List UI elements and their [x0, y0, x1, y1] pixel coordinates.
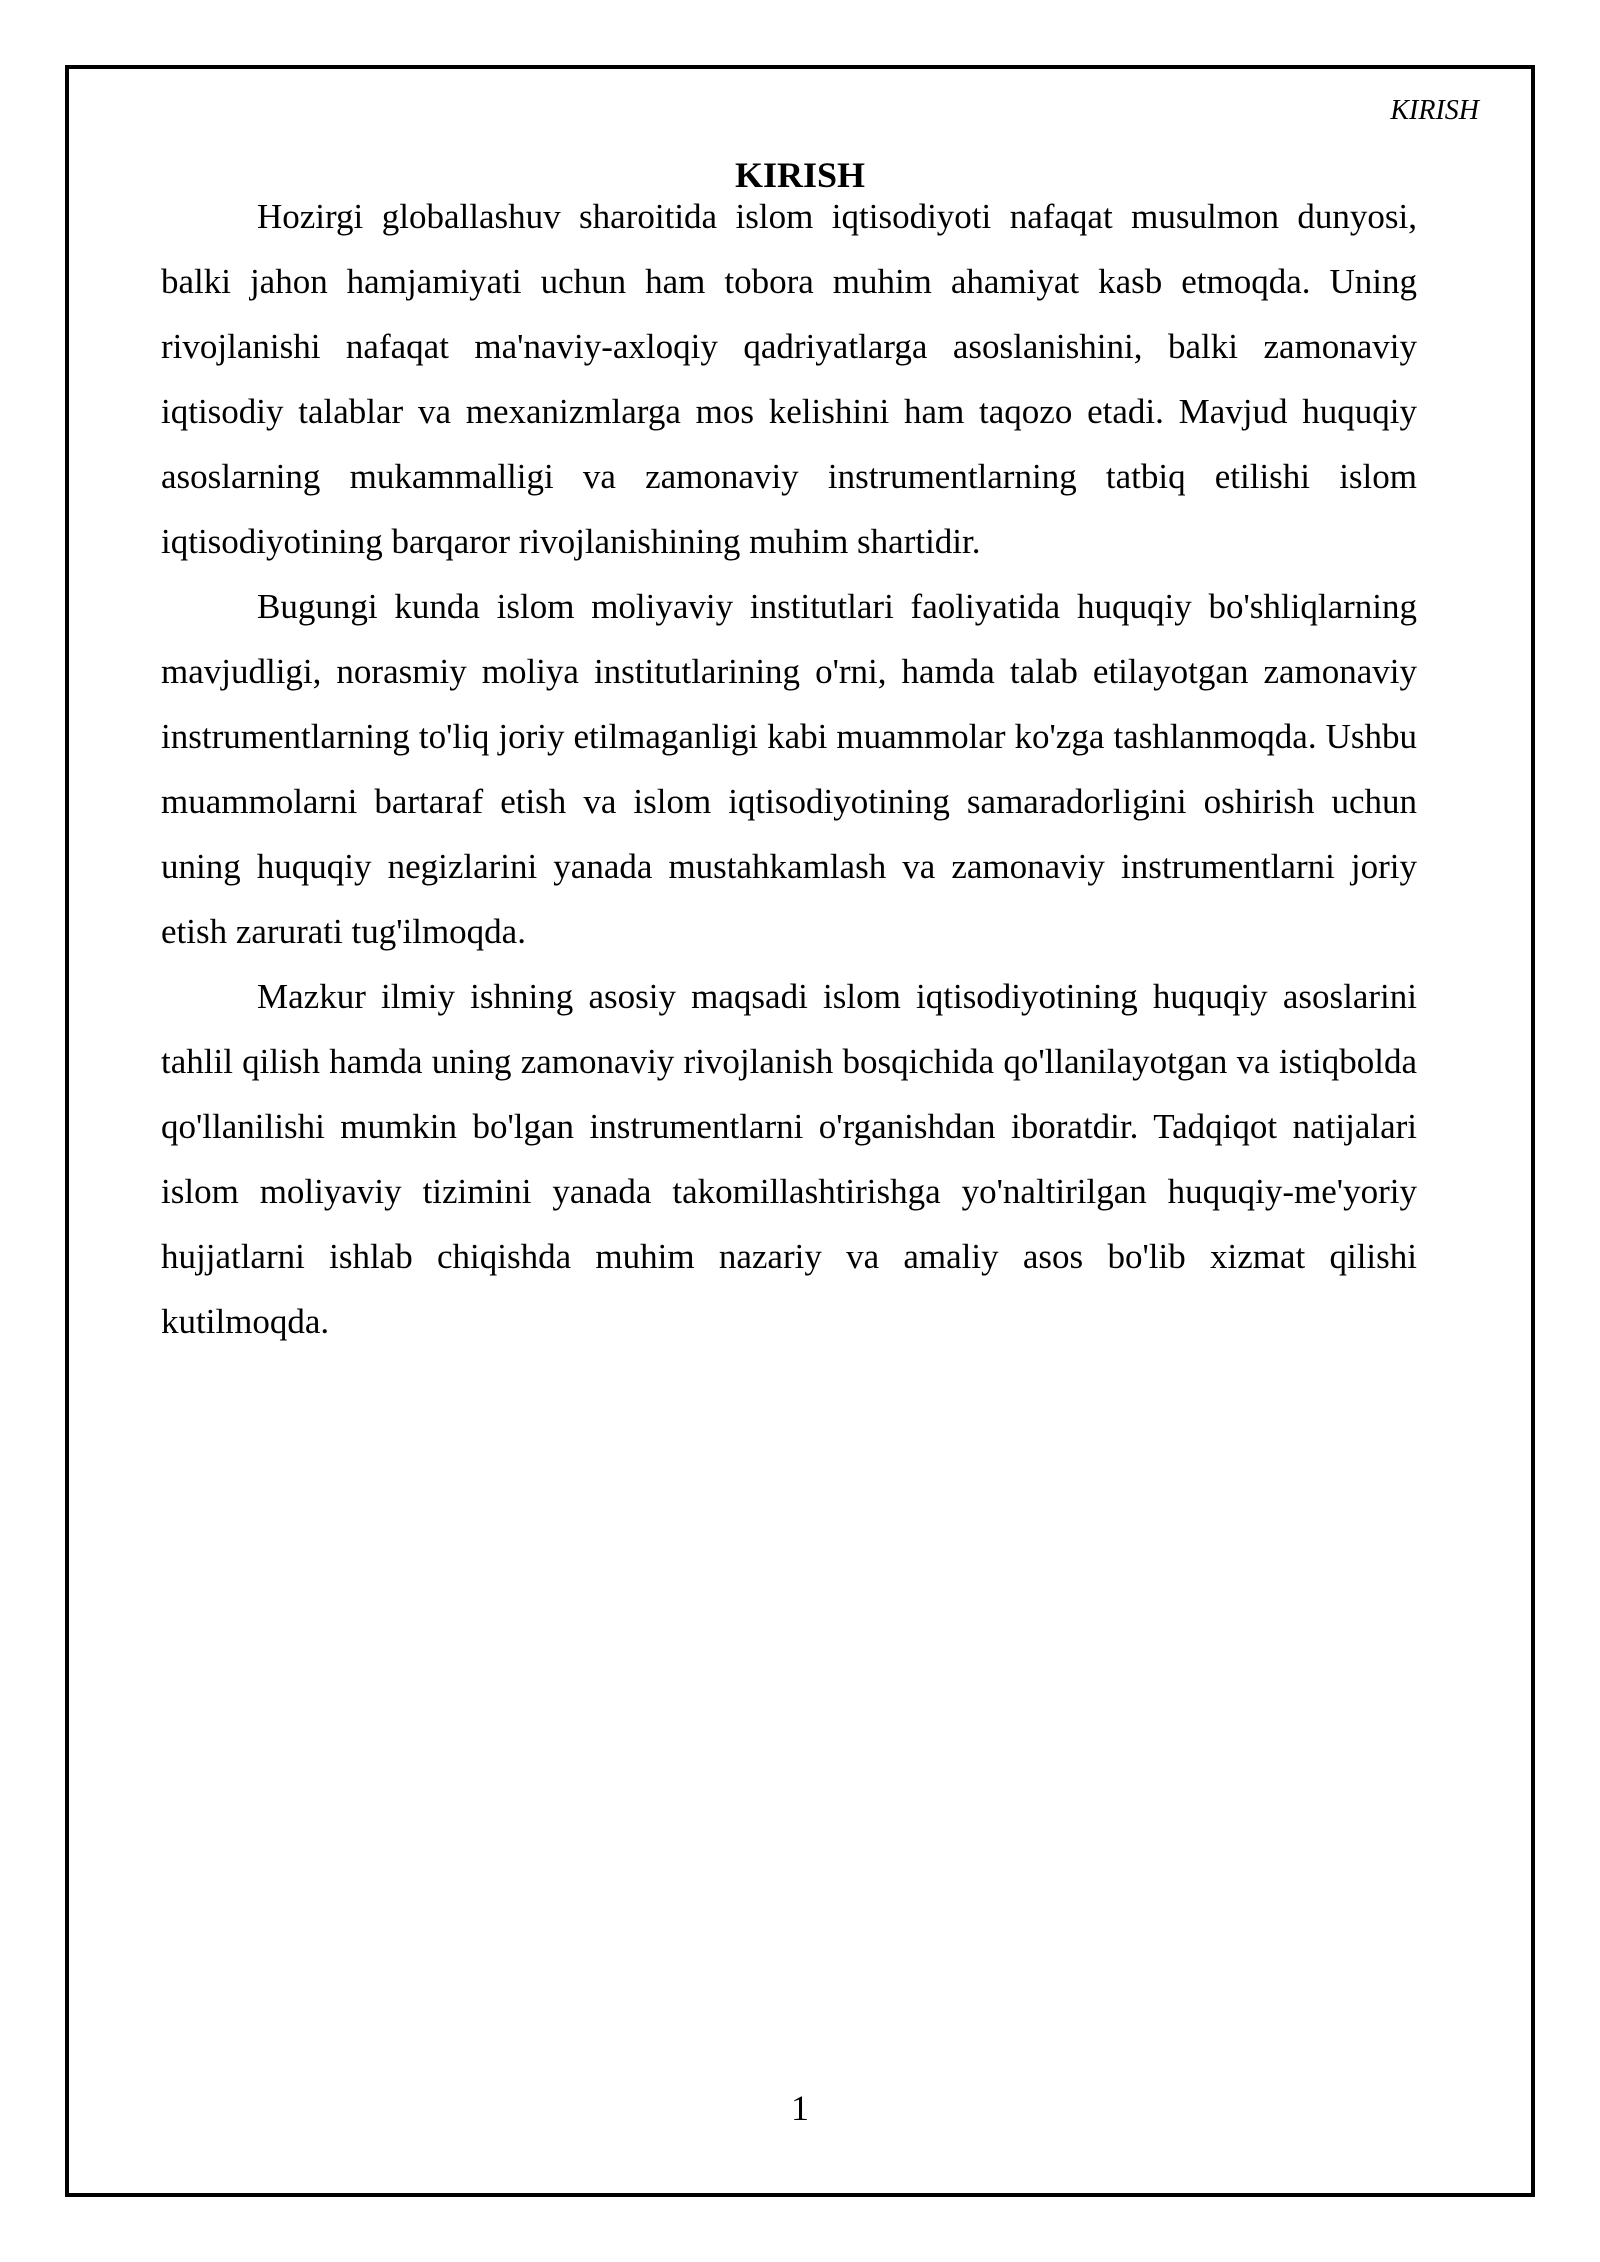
paragraph-2: Bugungi kunda islom moliyaviy institutlari faoliyatida huquqiy bo'shliqlarning mavjudligi, norasmiy moliya institutlarining o'rni, hamda talab etilayotgan zamonaviy instrumentlarning to'liq joriy etilmaganligi kabi muammolar ko'zga tashlanmoqda. Ushbu muammolarni bartaraf etish va islom iqtisodiyotining samaradorligini oshirish uchun uning huquqiy negizlarini yanada mustahkamlash va zamonaviy instrumentlarni joriy etish zarurati tug'ilmoqda.	[161, 587, 1417, 951]
running-header: KIRISH	[1390, 95, 1479, 126]
page-title: KIRISH	[734, 155, 866, 195]
paragraph-3: Mazkur ilmiy ishning asosiy maqsadi islom iqtisodiyotining huquqiy asoslarini tahlil qilish hamda uning zamonaviy rivojlanish bosqichida qo'llanilayotgan va istiqbolda qo'llanilishi mumkin bo'lgan instrumentlarni o'rganishdan iboratdir. Tadqiqot natijalari islom moliyaviy tizimini yanada takomillashtirishga yo'naltirilgan huquqiy-me'yoriy hujjatlarni ishlab chiqishda muhim nazariy va amaliy asos bo'lib xizmat qilishi kutilmoqda.	[161, 977, 1417, 1341]
document-body	[161, 184, 1417, 1354]
page-number: 1	[791, 2088, 809, 2128]
paragraph-1: Hozirgi globallashuv sharoitida islom iqtisodiyoti nafaqat musulmon dunyosi, balki jahon hamjamiyati uchun ham tobora muhim ahamiyat kasb etmoqda. Uning rivojlanishi nafaqat ma'naviy-axloqiy qadriyatlarga asoslanishini, balki zamonaviy iqtisodiy talablar va mexanizmlarga mos kelishini ham taqozo etadi. Mavjud huquqiy asoslarning mukammalligi va zamonaviy instrumentlarning tatbiq etilishi islom iqtisodiyotining barqaror rivojlanishining muhim shartidir.	[161, 197, 1417, 561]
